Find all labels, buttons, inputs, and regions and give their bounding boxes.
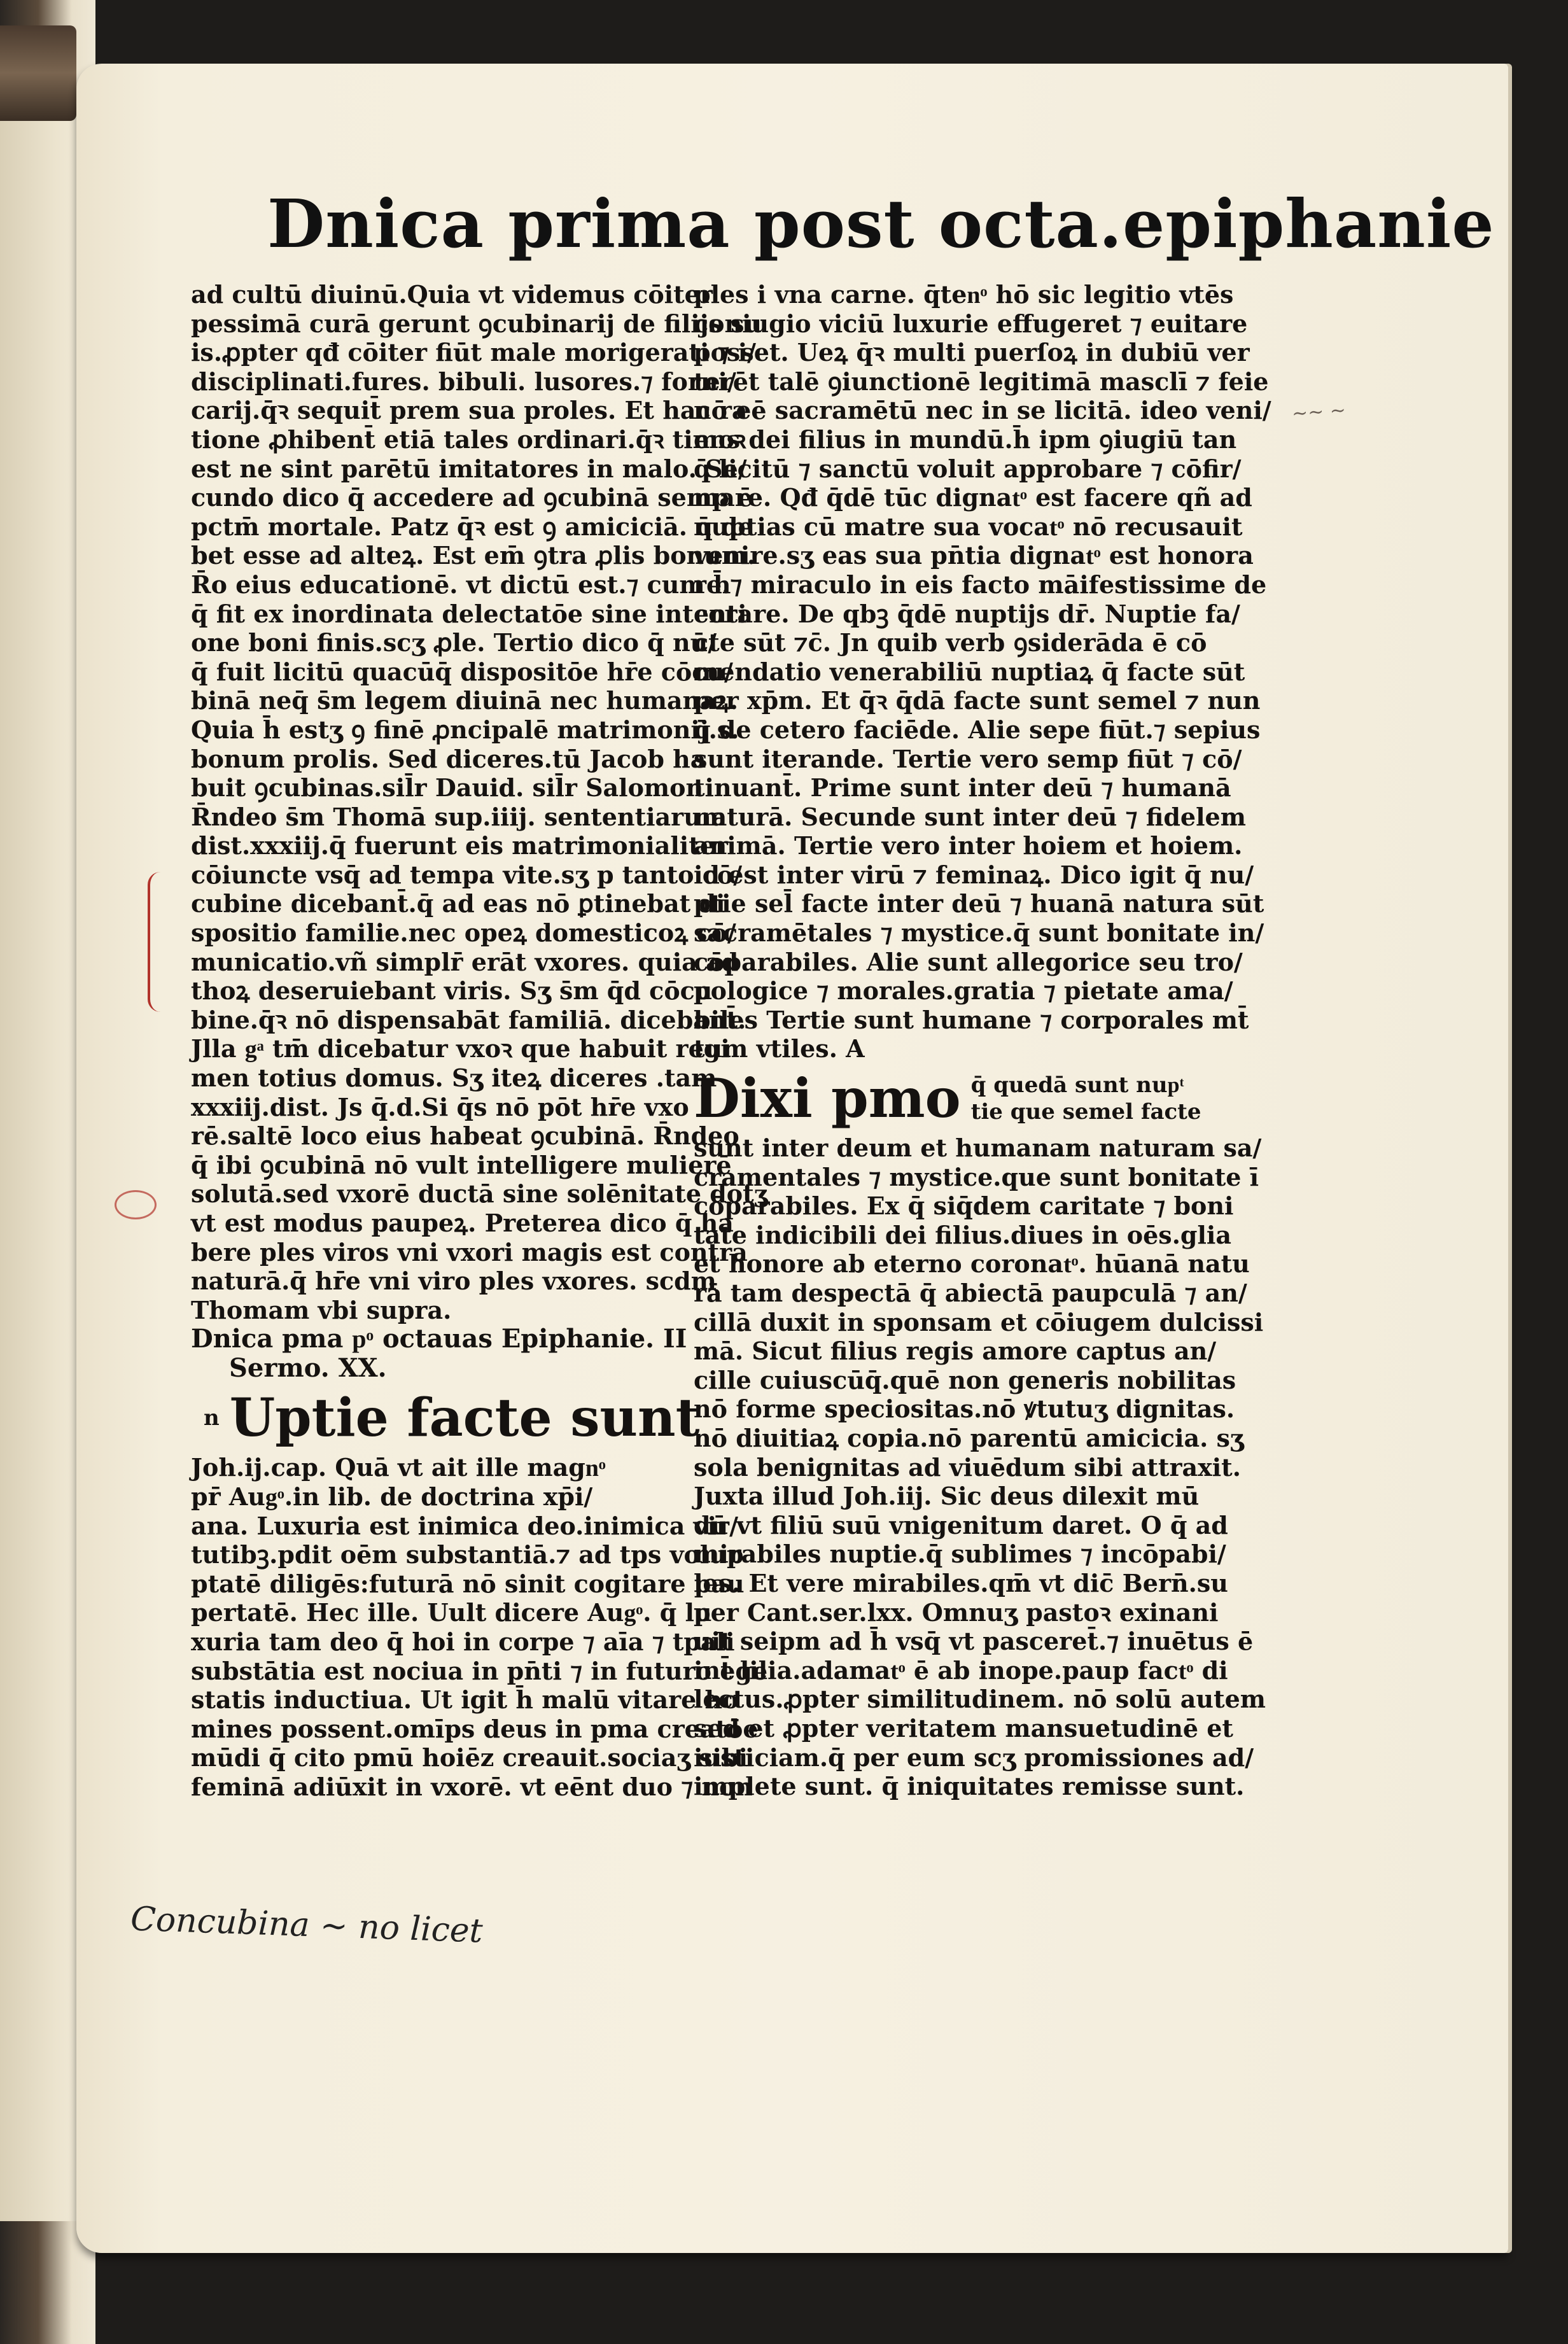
text-line: uit seipm ad h̄ vsq̄ vt pasceret̄.⁊ inuētus ē (694, 1627, 1254, 1656)
text-line: mūdi q̄ cito pmū hoiēz creauit.sociaʒ sibi (191, 1743, 748, 1772)
text-line: q̄ ibi ꝯcubinā nō vult intelligere mulierē (191, 1150, 732, 1179)
text-line: R̄o eius educationē. vt dictū est.⁊ cum h̄ (191, 570, 731, 599)
right-column-text-bottom (694, 1133, 1266, 1801)
dixi-side-text (971, 1072, 1201, 1125)
text-line: tum vtiles. A (694, 1034, 865, 1063)
text-line: coniugio viciū luxurie effugeret ⁊ euitare (694, 309, 1248, 338)
text-line: cramentales ⁊ mystice.que sunt bonitate ī (694, 1162, 1259, 1191)
dixi-side-line2: tie que semel facte (970, 1099, 1201, 1125)
text-line: substātia est nociua in pn̄ti ⁊ in futuro ege (191, 1656, 768, 1685)
sermon-title: Uptie facte sunt (229, 1387, 700, 1449)
text-line: int̄ lilia.adamatͦ ē ab inope.paup factͦ di (694, 1655, 1228, 1685)
text-line: Jlla gͣ tm̄ dicebatur vxoꝛ que habuit regi (191, 1034, 730, 1063)
text-line: vt est modus paupeꝝ. Preterea dico q̄ ha (191, 1209, 734, 1237)
text-line: municatio.vñ simplr̄ erāt vxores. quia ad (191, 947, 739, 976)
text-line: ad cultū diuinū.Quia vt videmus cōiter (191, 280, 713, 309)
margin-bracket (148, 872, 162, 1012)
text-line: nuptias cū matre sua vocatͦ nō recusauit (694, 512, 1243, 541)
text-line: venire.sʒ eas sua pn̄tia dignatͦ est honora (694, 541, 1254, 570)
text-line: et honore ab eterno coronatͦ. hūanā natu (694, 1249, 1250, 1279)
text-line: sunt inter deum et humanam naturam sa/ (694, 1133, 1262, 1163)
dixi-heading-row (694, 1063, 1203, 1133)
text-line: solutā.sed vxorē ductā sine solēnitate dotʒ (191, 1179, 768, 1209)
text-line: q̄ de cetero faciēde. Alie sepe fiūt.⁊ sepius (694, 715, 1261, 744)
text-line: iusticiam.q̄ per eum scʒ promissiones ad/ (694, 1743, 1254, 1772)
text-line: feminā adiūxit in vxorē. vt eēnt duo ⁊ non (191, 1772, 753, 1801)
text-line: cille cuiuscūq̄.quē non generis nobilitas (694, 1365, 1236, 1394)
text-line: disciplinati.fures. bibuli. lusores.⁊ forni/ (191, 367, 736, 396)
sermon-heading-line1: Dnica pma pͦ octauas Epiphanie. II (191, 1324, 687, 1354)
text-line: dū vt filiū suū vnigenitum daret. O q̄ ad (694, 1510, 1228, 1540)
text-line: corare. De qbꝫ q̄dē nuptijs dr̄. Nuptie fa/ (694, 599, 1240, 628)
text-line: Juxta illud Joh.iij. Sic deus dilexit mū (694, 1482, 1200, 1511)
text-line: pr̄ Augͦ.in lib. de doctrina xp̄i/ (191, 1482, 593, 1511)
margin-note: ~~ ~ (1291, 399, 1347, 425)
text-line: binā neq̄ s̄m legem diuinā nec humanaꝝ. (191, 686, 738, 715)
text-line: terēt talē ꝯiunctionē legitimā masclī ⁊ feie (694, 367, 1269, 396)
text-line: Joh.ij.cap. Quā vt ait ille magnͦ (191, 1453, 606, 1482)
text-line: cōiuncte vsq̄ ad tempa vite.sʒ p tanto cō/ (191, 860, 743, 889)
text-line: pologice ⁊ morales.gratia ⁊ pietate ama/ (694, 976, 1233, 1006)
text-line: pctm̄ mortale. Patz q̄ꝛ est ꝯ amiciciā. q̄ de (191, 512, 753, 541)
text-line: tinuant̄. Prime sunt inter deū ⁊ humanā (694, 773, 1231, 803)
text-line: q̄ fuit licitū quacūq̄ dispositōe hr̄e cōcu/ (191, 657, 733, 686)
text-line: tutibꝫ.pdit oēm substantiā.⁊ ad tps volup (191, 1540, 744, 1569)
text-line: mā. Sicut filius regis amore captus an/ (694, 1337, 1217, 1366)
text-line: cillā duxit in sponsam et cōiugem dulcissi (694, 1307, 1264, 1337)
text-line: cundo dico q̄ accedere ad ꝯcubinā semp ē (191, 483, 753, 512)
text-line: sacramētales ⁊ mystice.q̄ sunt bonitate in/ (694, 918, 1264, 948)
initial-letter: n (204, 1405, 220, 1431)
text-line: ptatē diligēs:futurā nō sinit cogitare pau (191, 1569, 745, 1598)
text-line: bet esse ad alteꝝ. Est em̄ ꝯtra ꝓlis bonum. (191, 541, 756, 570)
text-line: rē.saltē loco eius habeat ꝯcubinā. R̄ndeo (191, 1121, 739, 1151)
sermon-heading-line2: Sermo. XX. (229, 1353, 387, 1384)
text-line: re.⁊ miraculo in eis facto māifestissime de (694, 570, 1267, 599)
text-line: Quia h̄ estʒ ꝯ finē ꝓncipalē matrimonij.s. (191, 715, 739, 744)
text-line: ples i vna carne. q̄tenͦ hō sic legitio vtēs (694, 280, 1234, 309)
text-line: les. Et vere mirabiles.qm̄ vt dic̄ Bern̄.su (694, 1568, 1228, 1597)
text-line: men totius domus. Sʒ iteꝝ diceres .tam (191, 1063, 717, 1093)
text-line: sed et ꝓpter veritatem mansuetudinē et (694, 1713, 1233, 1743)
text-line: nō diuitiaꝝ copia.nō parentū amicicia. sʒ (694, 1423, 1244, 1452)
text-line: cubine dicebant̄.q̄ ad eas nō ꝑtinebat di (191, 889, 725, 918)
text-line: per Cant.ser.lxx. Omnuʒ pastoꝛ exinani (694, 1597, 1219, 1627)
sermon-title-row (191, 1383, 700, 1453)
text-line: rā tam despectā q̄ abiectā paupculā ⁊ an/ (694, 1279, 1247, 1307)
text-line: is.ꝓpter qđ cōiter fiūt male morigerati ⁊ i/ (191, 338, 757, 367)
text-line: est ne sint parētū imitatores in malo. Se/ (191, 454, 747, 483)
text-line: one boni finis.scʒ ꝓle. Tertio dico q̄ nū/ (191, 628, 717, 657)
text-line: xxxiij.dist. Js q̄.d.Si q̄s nō pōt hr̄e vxo (191, 1092, 689, 1121)
text-line: xuria tam deo q̄ hoi in corpe ⁊ aīa ⁊ tpali (191, 1627, 735, 1656)
text-line: ana. Luxuria est inimica deo.inimica vir/ (191, 1511, 738, 1540)
text-line: lectus.ꝓpter similitudinem. nō solū autem (694, 1685, 1266, 1714)
text-line: statis inductiua. Ut igit h̄ malū vitare ho (191, 1685, 739, 1715)
text-line: per xp̄m. Et q̄ꝛ q̄dā facte sunt semel ⁊ nun (694, 686, 1261, 715)
text-line: biles Tertie sunt humane ⁊ corporales mt̄ (694, 1005, 1249, 1034)
right-column-text (694, 280, 1271, 1063)
text-line: sunt iterande. Tertie vero semp fiūt ⁊ cō/ (694, 744, 1242, 773)
text-line: q̄ fit ex inordinata delectatōe sine intenti (191, 599, 747, 628)
book-clasp (0, 25, 76, 121)
text-line: bere ples viros vni vxori magis est contra (191, 1237, 748, 1267)
text-line: ens dei filius in mundū.h̄ ipm ꝯiugiū tan (694, 425, 1237, 454)
text-line: cōparabiles. Ex q̄ siq̄dem caritate ⁊ boni (694, 1191, 1234, 1221)
text-line: pertatē. Hec ille. Uult dicere Augͦ. q̄ lu (191, 1598, 712, 1627)
text-line: mirabiles nuptie.q̄ sublimes ⁊ incōpabi/ (694, 1540, 1226, 1569)
text-line: carij.q̄ꝛ sequit̄ prem sua proles. Et hac ra (191, 396, 748, 425)
text-line: spositio familie.nec opeꝝ domesticoꝝ cō/ (191, 918, 736, 948)
text-line: id est inter virū ⁊ feminaꝝ. Dico igit q̄ nu/ (694, 860, 1254, 889)
text-line: dist.xxxiij.q̄ fuerunt eis matrimonialiter (191, 831, 728, 860)
left-column-text (191, 280, 768, 1324)
text-line: tione ꝓhibent̄ etiā tales ordinari.q̄ꝛ timoꝛ (191, 425, 746, 454)
text-line: naturā.q̄ hr̄e vni viro ples vxores. scdm (191, 1267, 717, 1296)
left-column-text-bottom (191, 1453, 768, 1801)
text-line: sola benignitas ad viuēdum sibi attraxit. (694, 1452, 1241, 1482)
dixi-side-line1: q̄ quedā sunt nupͭ (970, 1072, 1184, 1098)
text-line: cte sūt ⁊c̄. Jn quib verb ꝯsiderāda ē cō (694, 628, 1207, 657)
text-line: tate indicibili dei filius.diues in oēs.glia (694, 1220, 1231, 1249)
text-line: mines possent.omīps deus in pma creatōe (191, 1714, 759, 1743)
text-line: q̄ licitū ⁊ sanctū voluit approbare ⁊ cōfir/ (694, 454, 1242, 483)
text-line: nō eē sacramētū nec in se licitā. ideo veni/ (694, 396, 1271, 425)
right-column (694, 280, 1271, 1801)
text-line: animā. Tertie vero inter hoiem et hoiem. (694, 831, 1243, 860)
text-line: R̄ndeo s̄m Thomā sup.iiij. sententiarum (191, 802, 727, 831)
text-line: buit ꝯcubinas.sil̄r Dauid. sil̄r Salomon (191, 773, 704, 803)
text-line: mare. Qđ q̄dē tūc dignatͦ est facere qñ ad (694, 483, 1252, 512)
text-line: mendatio venerabiliū nuptiaꝝ q̄ facte sūt (694, 657, 1245, 686)
text-line: nō forme speciositas.nō ꝟtutuʒ dignitas. (694, 1394, 1235, 1424)
text-line: bonum prolis. Sed diceres.tū Jacob ha (191, 744, 706, 773)
text-line: cōparabiles. Alie sunt allegorice seu tro/ (694, 947, 1243, 976)
text-line: pessimā curā gerunt ꝯcubinarij de filijs su (191, 309, 762, 338)
margin-red-mark (115, 1190, 157, 1219)
dixi-heading: Dixi pmo (694, 1067, 961, 1130)
left-column (191, 280, 768, 1802)
text-line: Thomam vbi supra. (191, 1295, 452, 1324)
text-line: ptie sel̄ facte inter deū ⁊ huanā natura sūt (694, 889, 1264, 918)
running-head: Dnica prima post octa.epiphanie (267, 185, 1495, 263)
text-line: posset. Ueꝝ q̄ꝛ multi puerſoꝝ in dubiū ver (694, 338, 1250, 367)
handwritten-note: Concubina ~ no licet (130, 1900, 484, 1951)
text-line: bine.q̄ꝛ nō dispensabāt familiā. dicebant̄. (191, 1005, 746, 1034)
text-line: implete sunt. q̄ iniquitates remisse sunt. (694, 1772, 1245, 1801)
text-line: naturā. Secunde sunt inter deū ⁊ fidelem (694, 802, 1246, 831)
text-line: thoꝝ deseruiebant viris. Sʒ s̄m q̄d cōcu (191, 976, 713, 1006)
